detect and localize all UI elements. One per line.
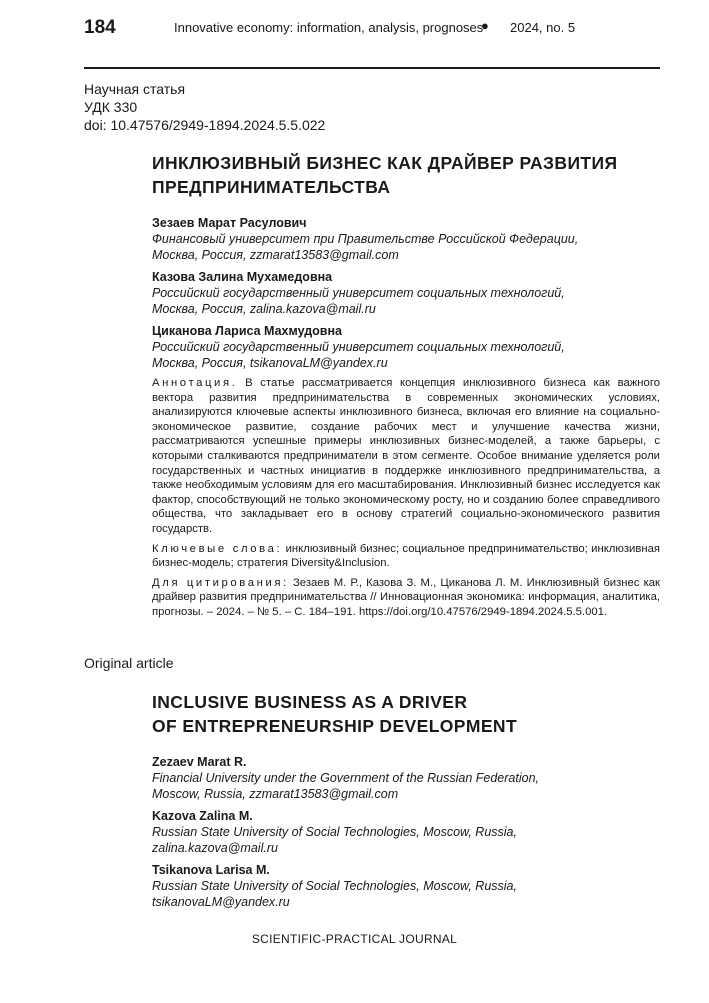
abstract [152,376,660,537]
ru-abstract-section [152,376,660,625]
author-name: Zezaev Marat R. [152,755,247,769]
ru-title-line2: ПРЕДПРИНИМАТЕЛЬСТВА [152,177,391,197]
en-authors [152,754,660,916]
ru-author [152,323,660,371]
keywords-text: инклюзивный бизнес; социальное предпринимательство; инклюзивная бизнес-модель; стратегия Diversity&Inclusion. [152,542,660,570]
keywords-label: Ключевые слова: [152,542,283,555]
author-affiliation: Russian State University of Social Technologies, Moscow, Russia, [152,879,517,893]
journal-footer: SCIENTIFIC-PRACTICAL JOURNAL [251,932,458,946]
bullet-separator: ● [481,18,489,33]
author-affiliation-email: zalina.kazova@mail.ru [152,841,278,855]
en-title-line2: OF ENTREPRENEURSHIP DEVELOPMENT [152,716,518,736]
author-name: Kazova Zalina M. [152,809,253,823]
en-title-line1: INCLUSIVE BUSINESS AS A DRIVER [152,692,468,712]
author-name: Казова Залина Мухамедовна [152,270,333,284]
author-affiliation: Российский государственный университет социальных технологий, [152,340,565,354]
author-affiliation: Financial University under the Government of the Russian Federation, [152,771,539,785]
abstract-label: Аннотация. [152,377,238,389]
issue-info: 2024, no. 5 [510,20,576,35]
author-affiliation: Russian State University of Social Technologies, Moscow, Russia, [152,825,517,839]
author-affiliation-email: Москва, Россия, tsikanovaLM@yandex.ru [152,356,388,370]
ru-title-line1: ИНКЛЮЗИВНЫЙ БИЗНЕС КАК ДРАЙВЕР РАЗВИТИЯ [152,153,618,173]
en-author [152,862,660,910]
running-header [84,15,660,69]
ru-title [152,151,660,199]
article-type-ru: Научная статья [84,81,186,97]
citation-label: Для цитирования: [152,576,289,589]
page-number: 184 [84,17,116,38]
author-affiliation: Финансовый университет при Правительстве Российской Федерации, [152,232,579,246]
ru-authors [152,215,660,377]
citation [152,576,660,620]
author-affiliation-email: Moscow, Russia, zzmarat13583@gmail.com [152,787,399,801]
author-affiliation: Российский государственный университет социальных технологий, [152,286,565,300]
en-author [152,808,660,856]
journal-title: Innovative economy: information, analysis, prognoses [174,20,484,35]
author-affiliation-email: tsikanovaLM@yandex.ru [152,895,290,909]
article-meta [84,80,325,134]
author-name: Зезаев Марат Расулович [152,216,307,230]
udc-code: УДК 330 [84,99,138,115]
en-title [152,690,660,738]
abstract-text: В статье рассматривается концепция инклюзивного бизнеса как важного вектора развития предпринимательства в современных экономических условиях, анализируются ключевые аспекты инклюзивного бизнеса, включая его влияние на социально-экономическое развитие, создание рабочих мест и улучшение качества жизни, рассматриваются успешные примеры инклюзивных бизнес-моделей, а также барьеры, с которыми сталкиваются предприниматели в этом сегменте. Особое внимание уделяется роли государственных и частных инициатив в поддержке инклюзивного предпринимательства, а также необходимым условиям для его масштабирования. Инклюзивный бизнес исследуется как фактор, способствующий не только экономическому росту, но и созданию более справедливого общества, что закладывает его в основу стратегий социально-экономического развития государств. [152,377,660,535]
doi: doi: 10.47576/2949-1894.2024.5.5.022 [84,117,326,133]
en-author [152,754,660,802]
original-article-label: Original article [84,655,174,671]
citation-text: Зезаев М. Р., Казова З. М., Циканова Л. М. Инклюзивный бизнес как драйвер развития предпринимательства // Инновационная экономика: информация, аналитика, прогнозы. – 2024. – № 5. – С. 184–191. https://doi.org/10.47576/2949-1894.2024.5.5.001. [152,576,660,618]
author-name: Циканова Лариса Махмудовна [152,324,342,338]
author-name: Tsikanova Larisa M. [152,863,270,877]
ru-author [152,215,660,263]
ru-author [152,269,660,317]
keywords [152,542,660,571]
author-affiliation-email: Москва, Россия, zzmarat13583@gmail.com [152,248,399,262]
author-affiliation-email: Москва, Россия, zalina.kazova@mail.ru [152,302,376,316]
